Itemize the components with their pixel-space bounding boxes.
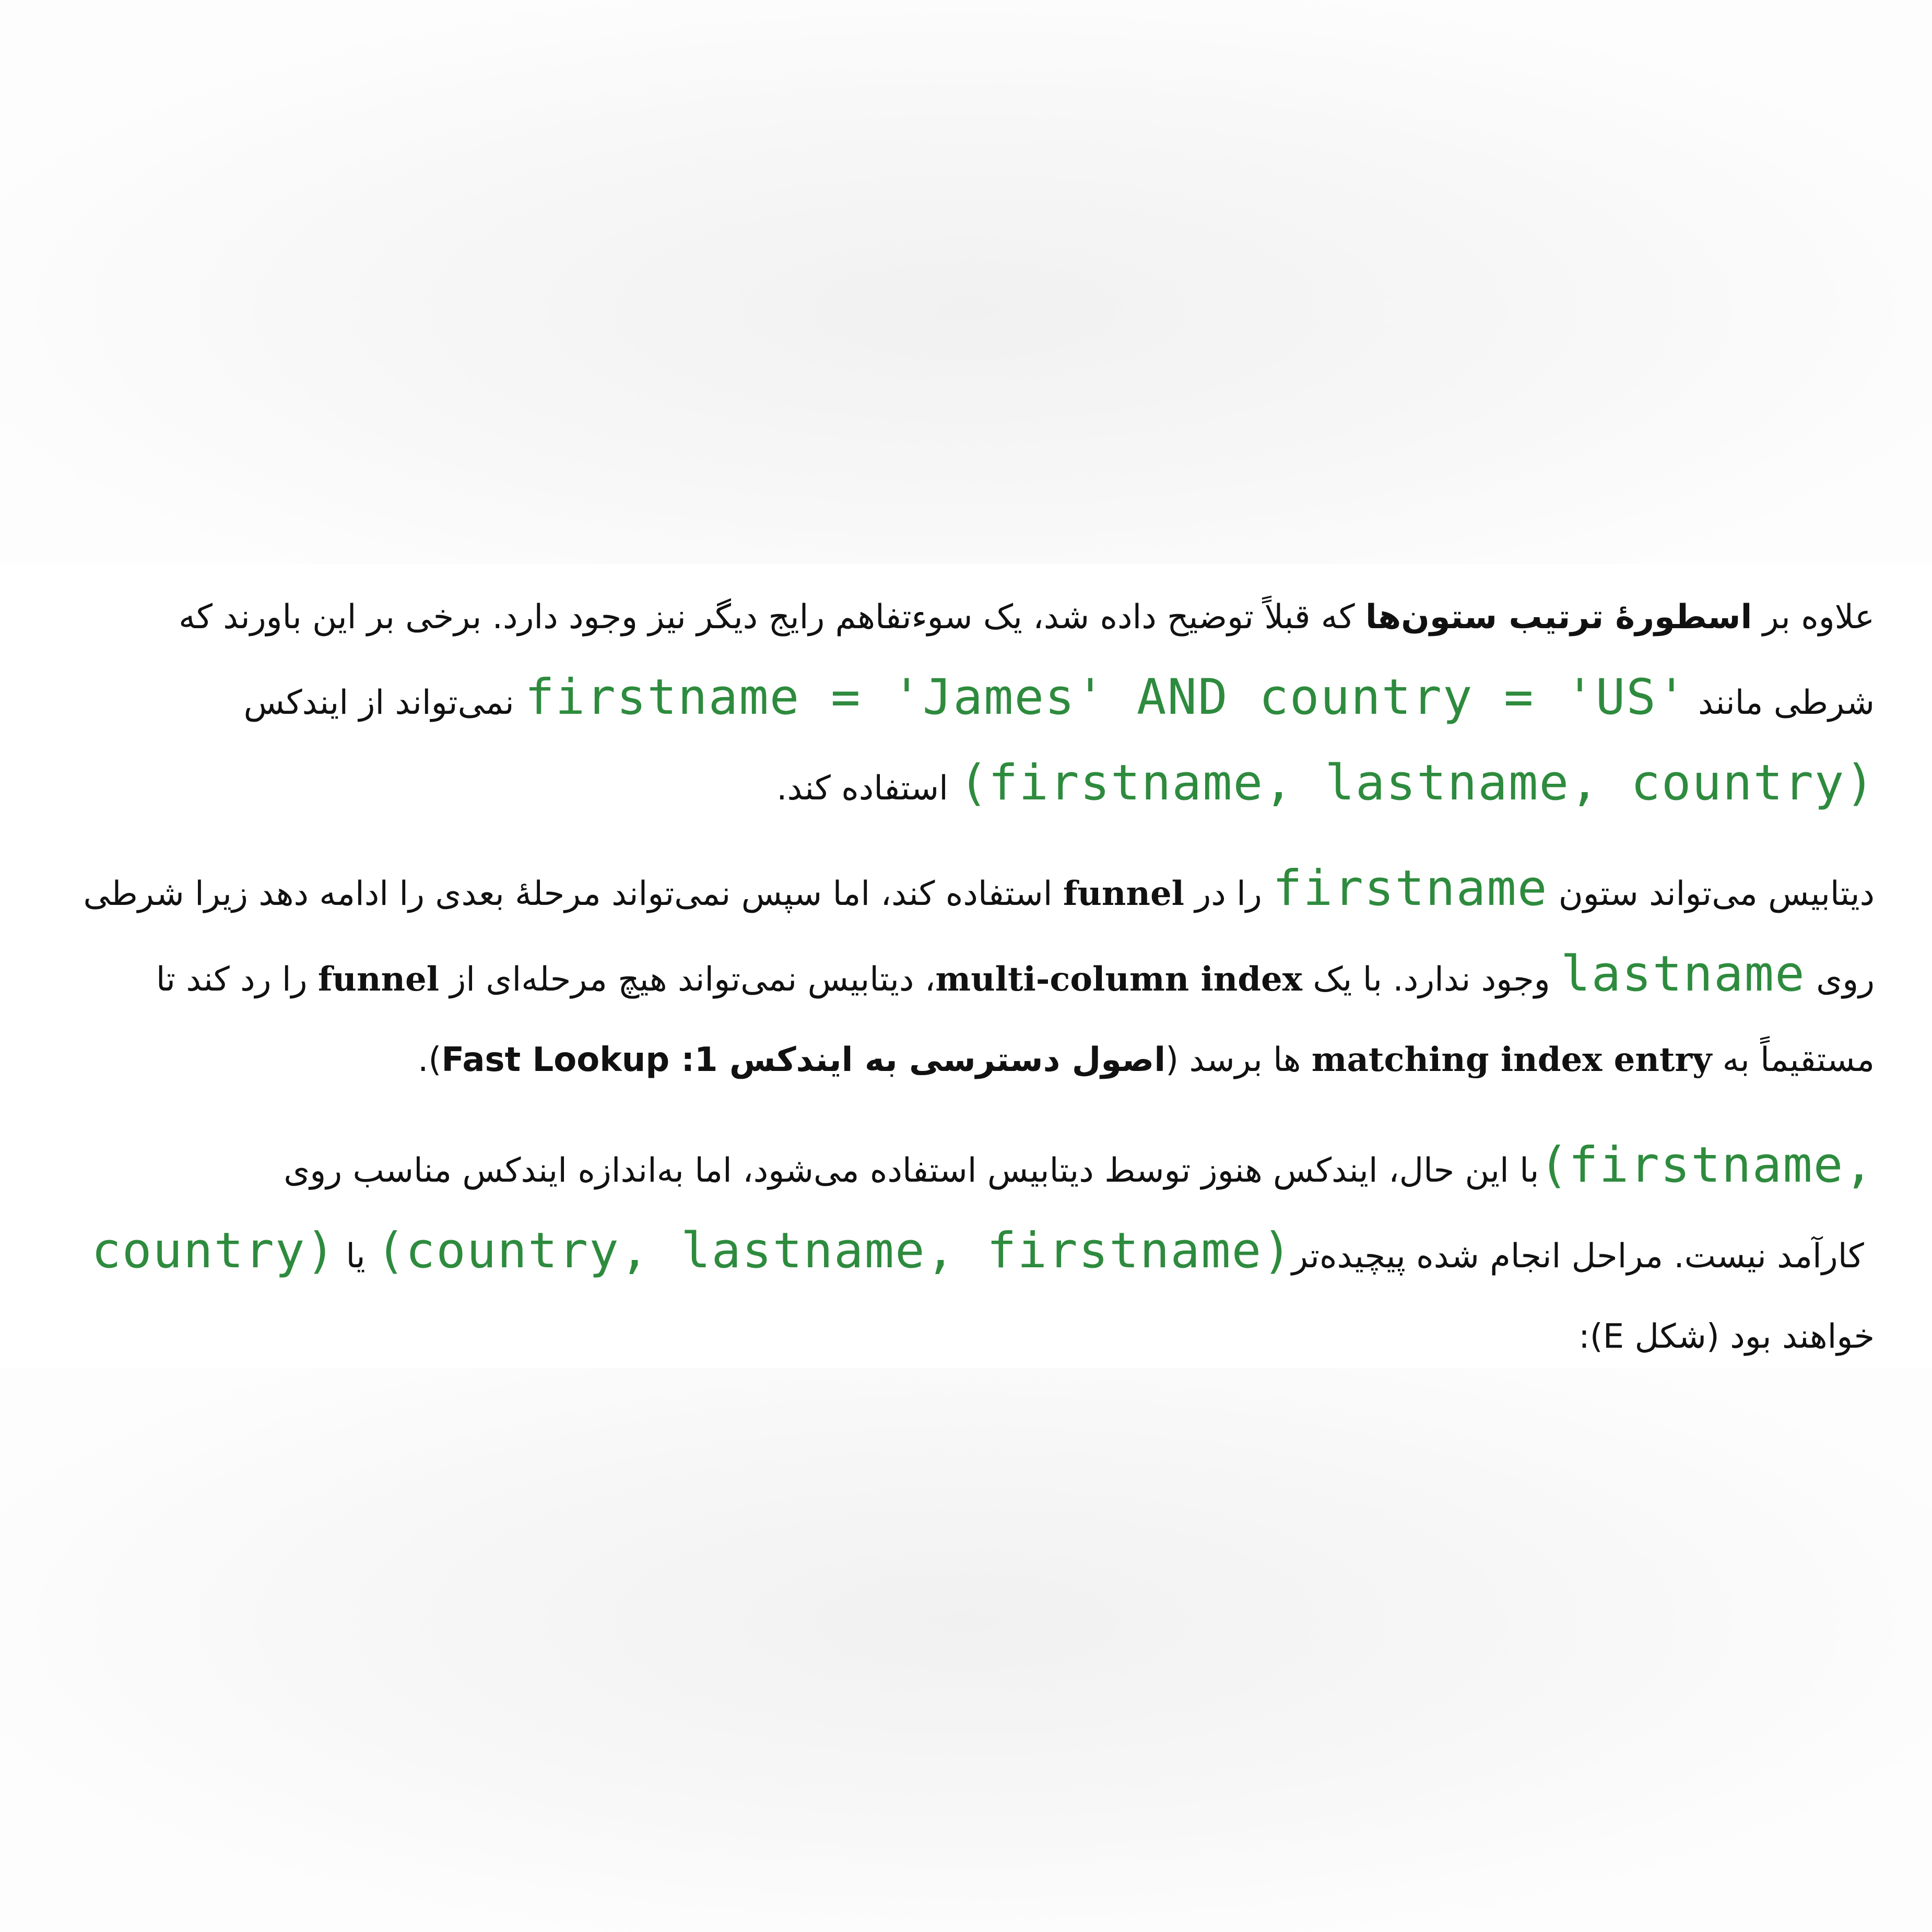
inline-code: (firstname, lastname, country) <box>959 755 1875 811</box>
inline-code: firstname = 'James' AND country = 'US' <box>525 669 1688 726</box>
bold-term: funnel <box>1063 874 1184 913</box>
text-run: ، دیتابیس نمی‌تواند هیچ مرحله‌ای از <box>439 960 936 999</box>
paragraph <box>78 849 1875 1100</box>
text-run: با این حال، ایندکس هنوز توسط دیتابیس استفاده می‌شود، اما به‌اندازه ایندکس مناسب روی <box>273 1151 1539 1190</box>
text-run: یا <box>335 1237 376 1276</box>
text-run: وجود ندارد. با یک <box>1302 960 1561 999</box>
bold-term: matching index entry <box>1311 1040 1712 1079</box>
bold-term: funnel <box>317 960 440 999</box>
page-background-top <box>0 0 1932 564</box>
text-run: را رد کند تا مستقیماً به <box>156 960 1875 1079</box>
text-run: استفاده کند، اما سپس نمی‌تواند مرحلهٔ بعدی را ادامه دهد زیرا شرطی روی <box>83 875 1875 999</box>
text-run: را در <box>1184 875 1273 913</box>
text-run: ). <box>418 1041 442 1079</box>
paragraph <box>78 1125 1875 1377</box>
text-run: نمی‌تواند از ایندکس <box>243 684 525 722</box>
inline-code: (firstname, country) <box>91 1137 1875 1279</box>
text-run: ها برسد ( <box>1165 1041 1312 1079</box>
text-run: کارآمد نیست. مراحل انجام شده پیچیده‌تر خواهند بود (شکل E): <box>1291 1237 1875 1356</box>
page-background-bottom <box>0 1368 1932 1932</box>
inline-code: firstname <box>1273 860 1548 917</box>
bold-term: multi-column index <box>935 960 1302 999</box>
paragraph <box>78 577 1875 829</box>
inline-code: lastname <box>1561 946 1806 1003</box>
text-run: که قبلاً توضیح داده شد، یک سوءتفاهم رایج دیگر نیز وجود دارد. برخی بر این باورند که شرطی مانند <box>179 598 1875 722</box>
text-run: علاوه بر <box>1752 598 1875 637</box>
bold-text: اصول دسترسی به ایندکس 1: Fast Lookup <box>441 1041 1166 1079</box>
bold-text: اسطورهٔ ترتیب ستون‌ها <box>1365 598 1752 637</box>
text-run: دیتابیس می‌تواند ستون <box>1548 875 1875 913</box>
text-run: استفاده کند. <box>776 769 959 808</box>
inline-code: (country, lastname, firstname) <box>376 1222 1292 1279</box>
